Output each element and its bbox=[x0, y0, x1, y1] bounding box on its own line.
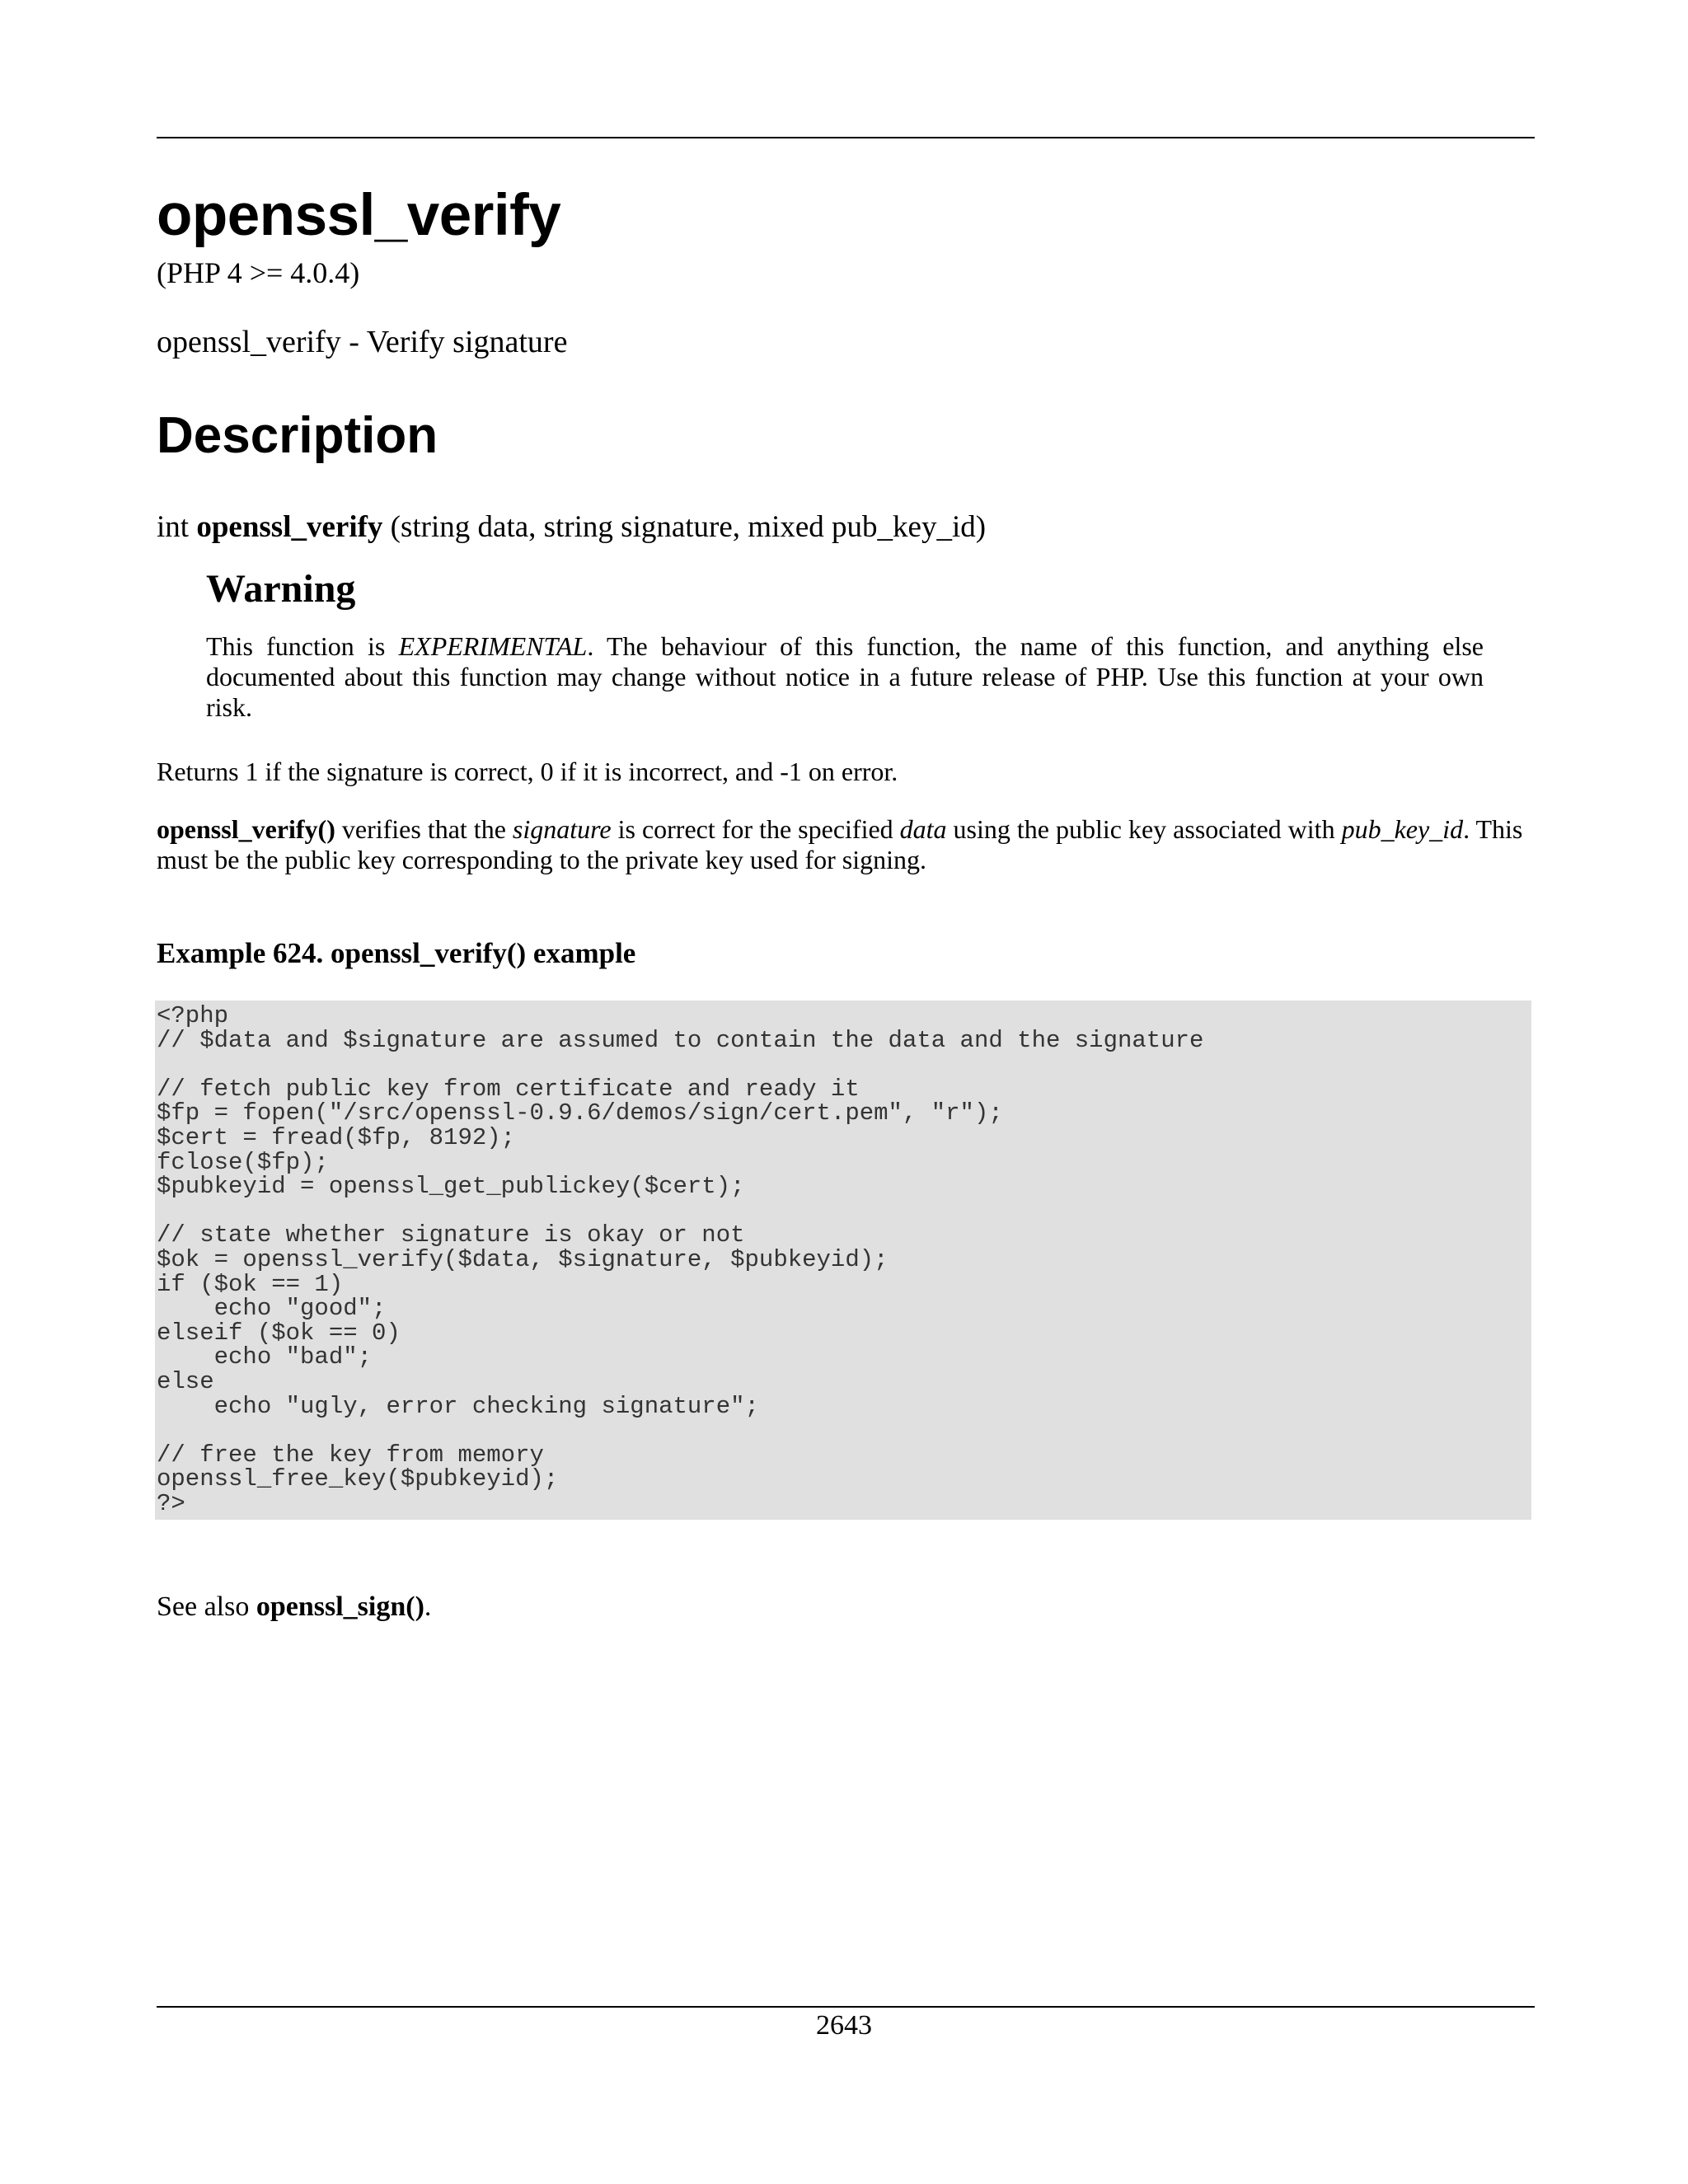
param-pub-key-id: pub_key_id bbox=[1341, 814, 1464, 844]
see-also-label: See also bbox=[157, 1591, 256, 1622]
explanation-text: using the public key associated with bbox=[946, 814, 1342, 844]
return-values: Returns 1 if the signature is correct, 0 if it is incorrect, and -1 on error. bbox=[157, 757, 898, 786]
function-title: openssl_verify bbox=[157, 183, 561, 248]
warning-title: Warning bbox=[206, 567, 356, 611]
param-signature: signature bbox=[512, 814, 612, 844]
explanation-text: . This must be the public key corresponding to the private key used for signing. bbox=[157, 814, 1523, 874]
code-example bbox=[155, 1001, 1531, 1520]
example-title: Example 624. openssl_verify() example bbox=[157, 937, 636, 969]
description-heading: Description bbox=[157, 407, 438, 464]
warning-box bbox=[206, 565, 1484, 723]
function-purpose: openssl_verify - Verify signature bbox=[157, 325, 568, 359]
explanation-function-name: openssl_verify() bbox=[157, 814, 335, 844]
php-version: (PHP 4 >= 4.0.4) bbox=[157, 256, 360, 289]
explanation-text: is correct for the specified bbox=[611, 814, 900, 844]
synopsis-return-type: int bbox=[157, 510, 190, 544]
code-listing: <?php // $data and $signature are assumed to contain the data and the signature // fetch public key from certificate and ready it $fp = fopen("/src/openssl-0.9.6/demos/sign/cert.pem", "r"); $cert = fread($fp, 8192); fclose($fp); $pubkeyid = openssl_get_publickey($cert); // state whether signature is okay or not $ok = openssl_verify($data, $signature, $pubkeyid); if ($ok == 1) echo "good"; elseif ($ok == 0) echo "bad"; else echo "ugly, error checking signature"; // free the key from memory openssl_free_key($pubkeyid); ?> bbox=[157, 1002, 1204, 1517]
see-also-period: . bbox=[424, 1591, 432, 1622]
see-also-link[interactable]: openssl_sign() bbox=[256, 1591, 424, 1622]
param-data: data bbox=[899, 814, 947, 844]
warning-text-end: . The behaviour of this function, the name of this function, and anything else documented about this function may change without notice in a future release of PHP. Use this function at your own risk. bbox=[206, 630, 1484, 722]
function-synopsis bbox=[157, 509, 986, 546]
synopsis-function-name: openssl_verify bbox=[196, 510, 383, 544]
see-also bbox=[157, 1591, 431, 1624]
warning-experimental: EXPERIMENTAL bbox=[398, 630, 588, 661]
header-rule bbox=[157, 137, 1535, 138]
footer-rule bbox=[157, 2006, 1535, 2008]
explanation-text: verifies that the bbox=[335, 814, 513, 844]
function-explanation bbox=[157, 814, 1533, 875]
warning-text bbox=[206, 631, 1484, 723]
page-number: 2643 bbox=[816, 2010, 872, 2041]
warning-text-start: This function is bbox=[206, 630, 399, 661]
synopsis-params: (string data, string signature, mixed pub_key_id) bbox=[390, 510, 987, 544]
